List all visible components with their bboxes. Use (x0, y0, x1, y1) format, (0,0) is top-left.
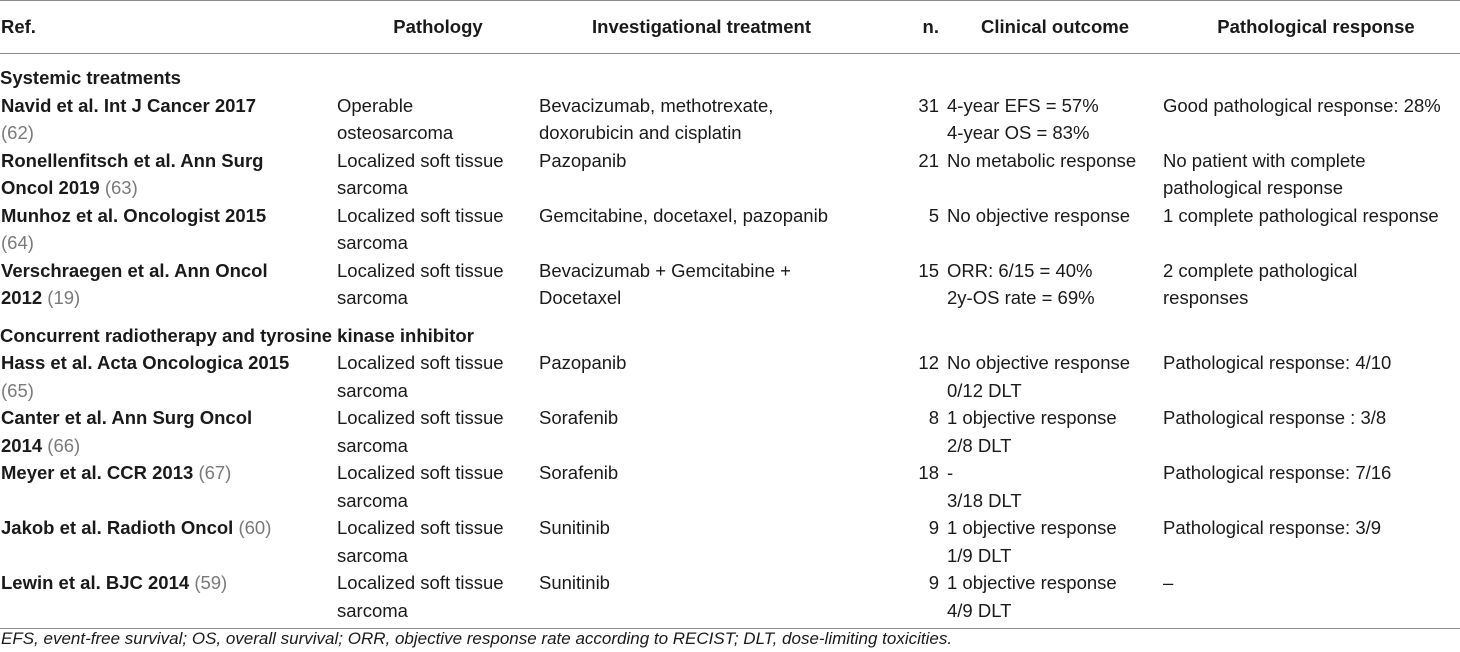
ref-cell (0, 459, 337, 514)
n-cell: 15 (918, 259, 939, 281)
ref-citation: (19) (47, 287, 81, 308)
treatment-cell (539, 569, 864, 629)
clinical-cell-line: No objective response (947, 204, 1131, 226)
ref-cell (0, 514, 337, 569)
n-cell: 9 (864, 569, 947, 629)
response-cell (1163, 257, 1460, 312)
clinical-cell-line: 4-year OS = 83% (947, 122, 1090, 143)
n-cell: 9 (928, 517, 939, 538)
table-row (0, 92, 1460, 147)
header-treatment: Investigational treatment (539, 1, 864, 54)
ref-line (1, 174, 337, 202)
pathology-cell-line: Localized soft tissue (337, 462, 504, 483)
treatment-cell-line: Pazopanib (539, 352, 627, 373)
ref-line (1, 569, 337, 597)
pathology-cell-line: Operable (337, 94, 414, 116)
response-cell-line: responses (1163, 287, 1249, 308)
response-cell (1163, 147, 1460, 202)
clinical-cell-line: 2y-OS rate = 69% (947, 287, 1095, 308)
n-cell: 18 (918, 462, 939, 483)
pathology-cell-line: sarcoma (337, 544, 408, 566)
ref-line (1, 432, 337, 460)
clinical-cell-line: 1/9 DLT (947, 544, 1012, 566)
treatment-cell-line: Sorafenib (539, 407, 619, 428)
table-row (0, 404, 1460, 459)
response-cell-line: 1 complete pathological response (1163, 204, 1439, 226)
ref-line (1, 514, 337, 542)
pathology-cell-line: sarcoma (337, 379, 408, 401)
ref-citation: (64) (1, 232, 34, 253)
ref-name-tail: Oncol 2019 (1, 177, 100, 198)
n-cell: 5 (928, 204, 939, 226)
table-row (0, 459, 1460, 514)
treatment-cell (539, 349, 864, 404)
pathology-cell-line: sarcoma (337, 232, 408, 253)
header-ref: Ref. (0, 1, 337, 54)
clinical-cell-line: - (947, 462, 954, 483)
pathology-cell-line: Localized soft tissue (337, 149, 504, 171)
response-cell (1163, 202, 1460, 257)
treatment-cell (539, 459, 864, 514)
ref-cell (0, 569, 337, 629)
section-row (0, 54, 1460, 92)
pathology-cell (337, 514, 539, 569)
header-n: n. (864, 1, 947, 54)
ref-name: Jakob et al. Radioth Oncol (1, 517, 234, 538)
ref-name: Ronellenfitsch et al. Ann Surg (1, 149, 264, 171)
clinical-cell (947, 92, 1163, 147)
header-pathology: Pathology (337, 1, 539, 54)
clinical-cell (947, 257, 1163, 312)
response-cell-line: Pathological response: 3/9 (1163, 517, 1382, 538)
ref-name-tail: 2012 (1, 287, 43, 308)
response-cell (1163, 404, 1460, 459)
response-cell-line: Pathological response: 7/16 (1163, 462, 1392, 483)
clinical-cell-line: 1 objective response (947, 517, 1117, 538)
pathology-cell (337, 404, 539, 459)
treatment-cell (539, 92, 864, 147)
clinical-cell-line: ORR: 6/15 = 40% (947, 259, 1093, 281)
table-row (0, 349, 1460, 404)
ref-line (1, 92, 337, 120)
pathology-cell (337, 147, 539, 202)
response-cell (1163, 92, 1460, 147)
ref-cell (0, 349, 337, 404)
clinical-cell-line: 4-year EFS = 57% (947, 94, 1099, 116)
header-row (0, 1, 1460, 54)
clinical-cell (947, 569, 1163, 629)
ref-line (1, 459, 337, 487)
table-row (0, 569, 1460, 629)
ref-line (1, 257, 337, 285)
table-body (0, 54, 1460, 629)
clinical-cell-line: 2/8 DLT (947, 434, 1012, 456)
ref-name: Munhoz et al. Oncologist 2015 (1, 204, 267, 226)
ref-line (1, 349, 337, 377)
table-row (0, 257, 1460, 312)
treatment-cell-line: Sunitinib (539, 572, 610, 593)
treatment-cell-line: Docetaxel (539, 287, 622, 308)
ref-name-tail: 2014 (1, 434, 43, 456)
pathology-cell-line: Localized soft tissue (337, 572, 504, 593)
table-row (0, 147, 1460, 202)
header-clinical: Clinical outcome (947, 1, 1163, 54)
clinical-cell (947, 459, 1163, 514)
pathology-cell (337, 569, 539, 629)
ref-cell (0, 147, 337, 202)
ref-name: Hass et al. Acta Oncologica 2015 (1, 352, 290, 373)
n-cell: 31 (918, 94, 939, 116)
clinical-cell (947, 147, 1163, 202)
pathology-cell (337, 92, 539, 147)
ref-line (1, 229, 337, 257)
pathology-cell-line: Localized soft tissue (337, 407, 504, 428)
ref-citation: (60) (238, 517, 272, 538)
table-footnote: EFS, event-free survival; OS, overall survival; ORR, objective response rate according to RECIST; DLT, dose-limiting toxicities. (1, 629, 953, 648)
pathology-cell (337, 202, 539, 257)
ref-line (1, 284, 337, 312)
pathology-cell (337, 349, 539, 404)
treatment-cell-line: Pazopanib (539, 149, 627, 171)
pathology-cell-line: sarcoma (337, 287, 408, 308)
clinical-cell-line: 4/9 DLT (947, 599, 1012, 621)
ref-cell (0, 257, 337, 312)
treatment-cell (539, 514, 864, 569)
clinical-cell-line: No metabolic response (947, 149, 1137, 171)
clinical-cell (947, 202, 1163, 257)
pathology-cell-line: Localized soft tissue (337, 204, 504, 226)
ref-name: Lewin et al. BJC 2014 (1, 572, 190, 593)
pathology-cell-line: osteosarcoma (337, 122, 454, 143)
pathology-cell (337, 459, 539, 514)
n-cell: 12 (918, 352, 939, 373)
header-response: Pathological response (1163, 1, 1460, 54)
ref-name: Canter et al. Ann Surg Oncol (1, 407, 253, 428)
treatment-cell (539, 257, 864, 312)
response-cell-line: Pathological response: 4/10 (1163, 352, 1392, 373)
clinical-cell-line: 1 objective response (947, 407, 1117, 428)
treatment-cell (539, 147, 864, 202)
pathology-cell (337, 257, 539, 312)
ref-line (1, 202, 337, 230)
pathology-cell-line: sarcoma (337, 489, 408, 511)
pathology-cell-line: Localized soft tissue (337, 259, 504, 281)
treatment-cell-line: Bevacizumab + Gemcitabine + (539, 259, 791, 281)
table-row (0, 202, 1460, 257)
ref-citation: (65) (1, 379, 34, 401)
pathology-cell-line: sarcoma (337, 599, 408, 621)
ref-cell (0, 202, 337, 257)
response-cell-line: No patient with complete (1163, 149, 1366, 171)
response-cell (1163, 349, 1460, 404)
response-cell-line: Pathological response : 3/8 (1163, 407, 1387, 428)
treatment-cell (539, 404, 864, 459)
response-cell-line: – (1163, 572, 1174, 593)
n-cell: 21 (918, 149, 939, 171)
treatment-cell (539, 202, 864, 257)
response-cell (1163, 514, 1460, 569)
clinical-cell (947, 404, 1163, 459)
treatment-cell-line: Sorafenib (539, 462, 619, 483)
section-title: Systemic treatments (0, 67, 181, 88)
ref-line (1, 404, 337, 432)
table-row (0, 514, 1460, 569)
n-cell: 8 (928, 407, 939, 428)
section-title: Concurrent radiotherapy and tyrosine kinase inhibitor (0, 324, 474, 346)
pathology-cell-line: sarcoma (337, 434, 408, 456)
response-cell-line: Good pathological response: 28% (1163, 94, 1441, 116)
treatment-cell-line: Sunitinib (539, 517, 610, 538)
treatment-cell-line: Bevacizumab, methotrexate, (539, 94, 774, 116)
section-row (0, 312, 1460, 350)
response-cell-line: 2 complete pathological (1163, 259, 1358, 281)
ref-citation: (66) (47, 434, 81, 456)
ref-name: Meyer et al. CCR 2013 (1, 462, 194, 483)
ref-citation: (67) (198, 462, 232, 483)
ref-citation: (59) (194, 572, 228, 593)
clinical-cell-line: No objective response (947, 352, 1131, 373)
ref-cell (0, 92, 337, 147)
pathology-cell-line: Localized soft tissue (337, 517, 504, 538)
clinical-cell (947, 514, 1163, 569)
clinical-cell-line: 3/18 DLT (947, 489, 1022, 511)
ref-citation: (63) (104, 177, 138, 198)
pathology-cell-line: sarcoma (337, 177, 408, 198)
response-cell (1163, 569, 1460, 629)
clinical-cell-line: 1 objective response (947, 572, 1117, 593)
ref-name: Verschraegen et al. Ann Oncol (1, 259, 268, 281)
clinical-cell-line: 0/12 DLT (947, 379, 1022, 401)
clinical-cell (947, 349, 1163, 404)
ref-line (1, 119, 337, 147)
treatment-cell-line: doxorubicin and cisplatin (539, 122, 742, 143)
ref-line (1, 377, 337, 405)
ref-name: Navid et al. Int J Cancer 2017 (1, 94, 257, 116)
response-cell (1163, 459, 1460, 514)
treatment-cell-line: Gemcitabine, docetaxel, pazopanib (539, 204, 828, 226)
ref-citation: (62) (1, 122, 34, 143)
pathology-cell-line: Localized soft tissue (337, 352, 504, 373)
ref-line (1, 147, 337, 175)
response-cell-line: pathological response (1163, 177, 1343, 198)
ref-cell (0, 404, 337, 459)
